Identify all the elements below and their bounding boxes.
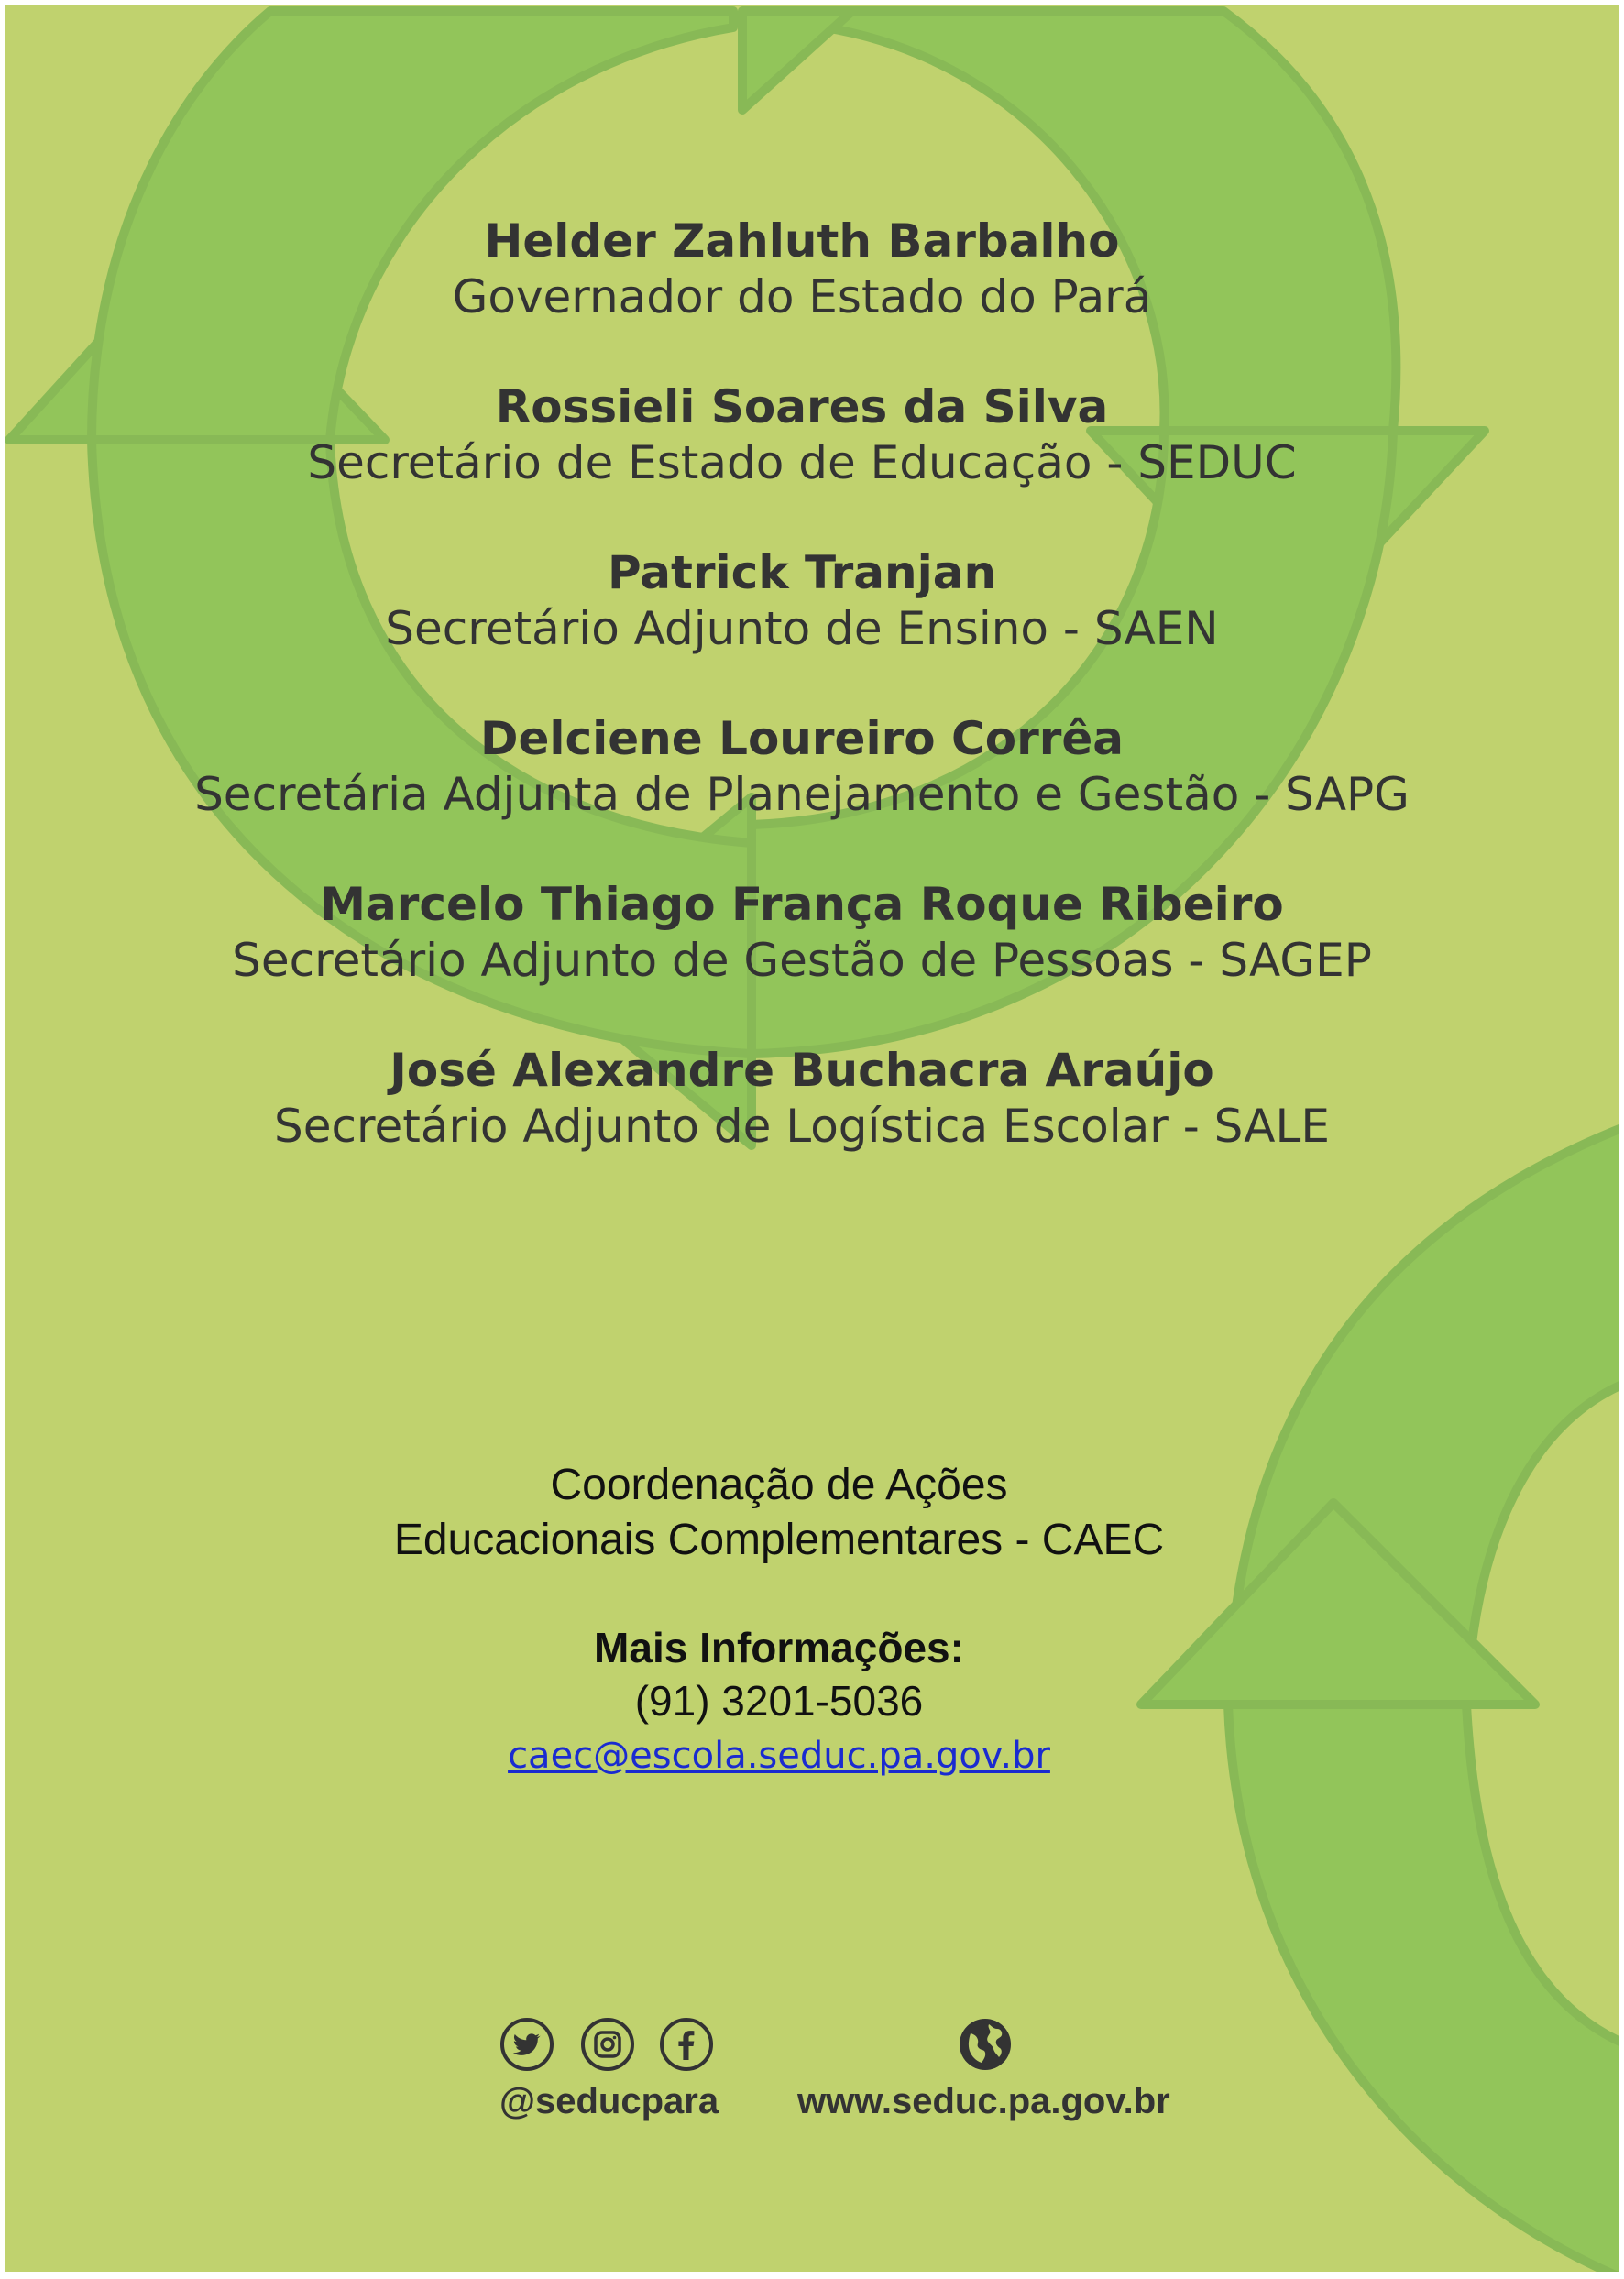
official-entry (5, 379, 1599, 491)
official-name: José Alexandre Buchacra Araújo (390, 1044, 1214, 1097)
department-line-2: Educacionais Complementares - CAEC (393, 1516, 1165, 1564)
official-entry (5, 711, 1599, 823)
official-name: Marcelo Thiago França Roque Ribeiro (320, 878, 1284, 931)
instagram-icon[interactable] (580, 2017, 635, 2072)
official-entry (5, 545, 1599, 657)
twitter-icon[interactable] (499, 2017, 554, 2072)
official-role: Governador do Estado do Pará (452, 270, 1152, 323)
department-line-1: Coordenação de Ações (550, 1461, 1008, 1509)
phone-number: (91) 3201-5036 (634, 1677, 924, 1725)
official-role: Secretário Adjunto de Logística Escolar - SALE (274, 1100, 1330, 1153)
official-name: Rossieli Soares da Silva (495, 380, 1109, 433)
official-entry (5, 214, 1599, 325)
official-role: Secretário de Estado de Educação - SEDUC (307, 436, 1297, 489)
globe-icon (958, 2017, 1013, 2072)
official-role: Secretário Adjunto de Ensino - SAEN (385, 602, 1219, 655)
social-handle: @seducpara (499, 2081, 719, 2121)
contact-block (5, 1458, 1553, 1784)
flyer-panel (5, 5, 1619, 2272)
social-bar (499, 2017, 1233, 2127)
official-role: Secretário Adjunto de Gestão de Pessoas - SAGEP (232, 934, 1372, 987)
officials-list (5, 214, 1599, 1209)
more-info-label: Mais Informações: (594, 1624, 964, 1671)
official-name: Patrick Tranjan (607, 546, 997, 599)
arrowhead-top (742, 11, 852, 110)
official-name: Helder Zahluth Barbalho (484, 214, 1120, 268)
official-entry (5, 877, 1599, 989)
official-name: Delciene Loureiro Corrêa (479, 712, 1125, 765)
arrow-tail-bottom-right (1228, 1704, 1619, 2272)
email-link[interactable]: caec@escola.seduc.pa.gov.br (508, 1735, 1050, 1777)
facebook-icon[interactable] (659, 2017, 714, 2072)
website-link[interactable]: www.seduc.pa.gov.br (797, 2081, 1170, 2121)
official-role: Secretária Adjunta de Planejamento e Gestão - SAPG (194, 768, 1410, 821)
official-entry (5, 1043, 1599, 1155)
